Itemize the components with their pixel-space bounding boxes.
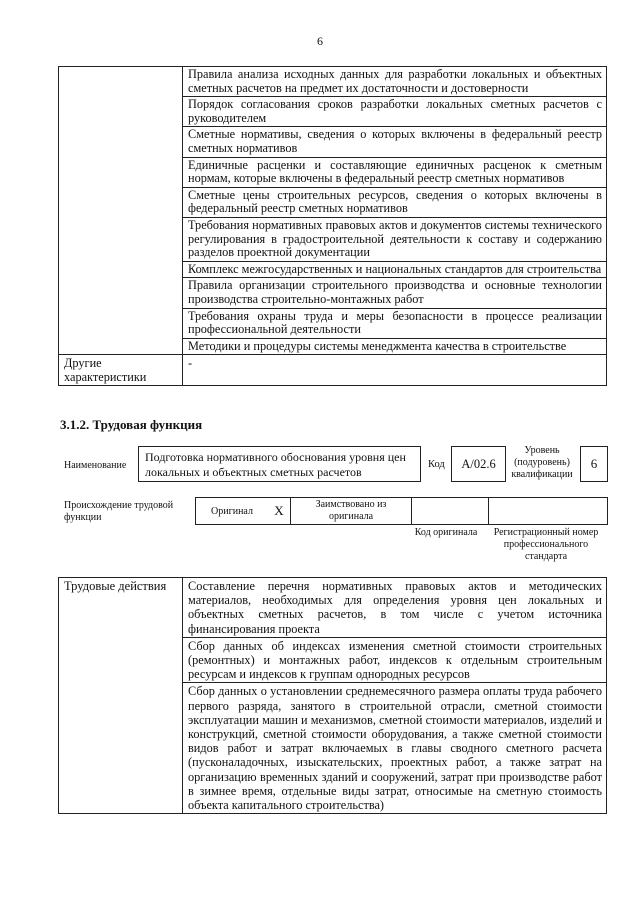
action-item: Сбор данных о установлении среднемесячного размера оплаты труда рабочего первого разряда, занятого в строительной отрасли, сметной стоимости эксплуатации машин и механизмов, сметной стоимости материалов, изделий и конструкций, сметной стоимости оборудования, а также сметной стоимости видов работ и затрат включаемых в главы сводного сметного расчета (пусконаладочных, изыскательских, проектных работ, а также затрат на организацию временных зданий и сооружений, затрат при производстве работ в зимнее время, отдельные виды затрат, относимые на сметную стоимость объекта капитального строительства): [183, 683, 607, 814]
original-mark: X: [268, 498, 291, 525]
code-label: Код: [428, 459, 445, 470]
original-label: Оригинал: [196, 498, 269, 525]
origin-label: Происхождение трудовой функции: [64, 500, 174, 523]
knowledge-item: Методики и процедуры системы менеджмента качества в строительстве: [183, 338, 607, 355]
table-row: [196, 498, 608, 525]
table-row: [59, 578, 607, 638]
action-item: Составление перечня нормативных правовых актов и методических материалов, необходимых для определения уровня цен локальных и объектных сметных расчетов, в том числе с учетом источника финансирования проекта: [183, 578, 607, 638]
code-caption: Код оригинала: [414, 527, 478, 538]
knowledge-item: Порядок согласования сроков разработки локальных сметных расчетов с руководителем: [183, 97, 607, 127]
reg-caption: Регистрационный номер профессионального стандарта: [493, 527, 599, 562]
table-row: [59, 67, 607, 97]
knowledge-item: Единичные расценки и составляющие единичных расценок к сметным нормам, которые включены в федеральный реестр сметных нормативов: [183, 157, 607, 187]
level-label: Уровень (подуровень) квалификации: [511, 445, 573, 480]
code-value-box: А/02.6: [451, 446, 506, 482]
origin-code-cell: [412, 498, 489, 525]
other-characteristics-value: -: [183, 355, 607, 386]
action-item: Сбор данных об индексах изменения сметной стоимости строительных (ремонтных) и монтажных работ, индексов к отдельным строительным ресурсам и индексов к группам однородных ресурсов: [183, 637, 607, 683]
knowledge-item: Сметные цены строительных ресурсов, сведения о которых включены в федеральный реестр сметных нормативов: [183, 187, 607, 217]
table-row: [59, 355, 607, 386]
knowledge-item: Правила анализа исходных данных для разработки локальных и объектных сметных расчетов на предмет их достаточности и достоверности: [183, 67, 607, 97]
page-number: 6: [317, 34, 323, 48]
knowledge-table: [58, 66, 607, 386]
origin-reg-cell: [489, 498, 608, 525]
knowledge-label-cell: [59, 67, 183, 355]
knowledge-item: Правила организации строительного производства и основные технологии производства строительно-монтажных работ: [183, 278, 607, 308]
knowledge-item: Требования нормативных правовых актов и документов системы технического регулирования в градостроительной деятельности к составу и содержанию разделов проектной документации: [183, 217, 607, 261]
level-value-box: 6: [580, 446, 608, 482]
origin-table: [195, 497, 608, 525]
knowledge-item: Требования охраны труда и меры безопасности в процессе реализации профессиональной деятельности: [183, 308, 607, 338]
other-characteristics-label: Другие характеристики: [59, 355, 183, 386]
function-name-box: Подготовка нормативного обоснования уровня цен локальных и объектных сметных расчетов: [138, 446, 421, 482]
name-label: Наименование: [64, 460, 127, 471]
actions-label: Трудовые действия: [59, 578, 183, 814]
borrowed-label: Заимствовано из оригинала: [291, 498, 412, 525]
knowledge-item: Комплекс межгосударственных и национальных стандартов для строительства: [183, 261, 607, 278]
actions-table: [58, 577, 607, 814]
section-title: 3.1.2. Трудовая функция: [60, 417, 203, 432]
knowledge-item: Сметные нормативы, сведения о которых включены в федеральный реестр сметных нормативов: [183, 127, 607, 157]
